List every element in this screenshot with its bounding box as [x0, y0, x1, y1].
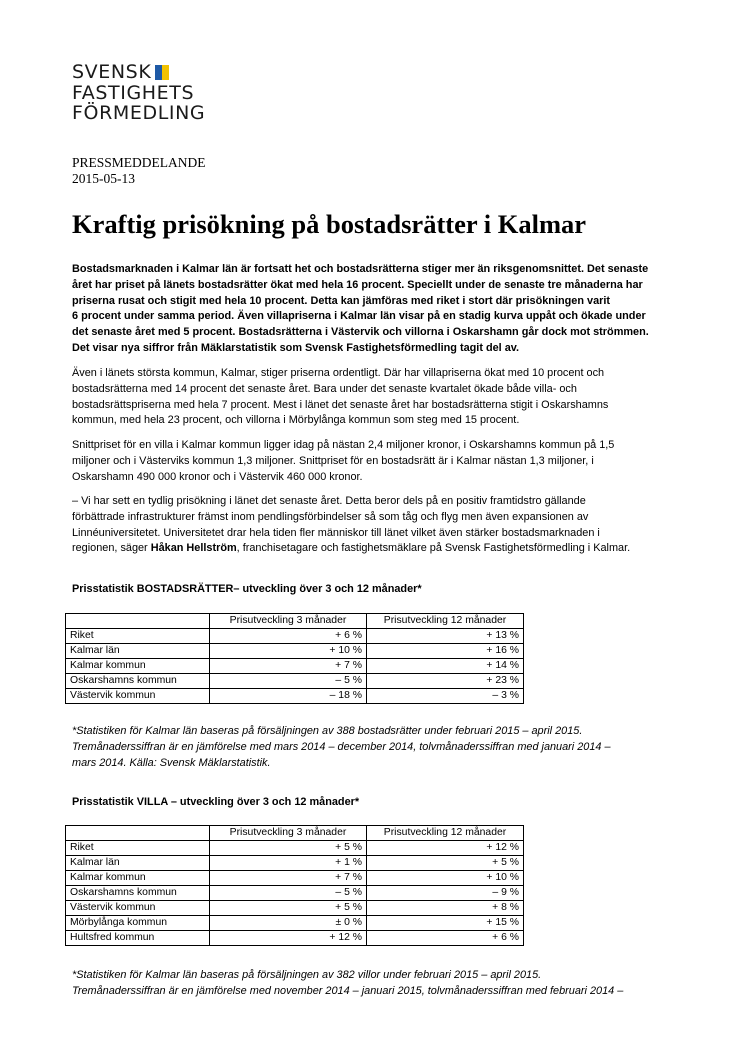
quote-line-start: regionen, säger [72, 542, 151, 555]
lead-line: Bostadsmarknaden i Kalmar län är fortsatt het och bostadsrätterna stiger mer än riksgenomsnittet. Det senaste [72, 263, 649, 275]
note-line: *Statistiken för Kalmar län baseras på försäljningen av 388 bostadsrätter under februari 2015 – april 2015. [72, 725, 583, 737]
lead-line: Det visar nya siffror från Mäklarstatistik som Svensk Fastighetsförmedling tagit del av. [72, 341, 520, 354]
note-line: *Statistiken för Kalmar län baseras på försäljningen av 382 villor under februari 2015 – april 2015. [72, 969, 542, 981]
lead-line: året har priset på länets bostadsrätter ökat med hela 16 procent. Speciellt under de senaste tre månaderna har [72, 278, 643, 291]
column-header: Prisutveckling 3 månader [210, 826, 367, 841]
value-cell: + 15 % [367, 916, 524, 931]
lead-line: det senaste året med 5 procent. Bostadsrätterna i Västervik och villorna i Oskarshamn går dock mot strömmen. [72, 326, 649, 339]
value-cell: + 16 % [367, 644, 524, 659]
table-row [66, 689, 524, 704]
row-label-cell: Hultsfred kommun [66, 931, 210, 946]
quote-person-name: Håkan Hellström [150, 542, 237, 555]
table-bostadsratter-heading: Prisstatistik BOSTADSRÄTTER– utveckling över 3 och 12 månader* [72, 583, 422, 595]
row-label-cell: Kalmar län [66, 856, 210, 871]
table-row [66, 856, 524, 871]
row-label-cell: Oskarshamns kommun [66, 886, 210, 901]
table-row [66, 916, 524, 931]
row-label-cell: Riket [66, 841, 210, 856]
row-label-cell: Mörbylånga kommun [66, 916, 210, 931]
table-row [66, 629, 524, 644]
value-cell: + 6 % [367, 931, 524, 946]
quote-paragraph [72, 494, 687, 557]
paragraph-line: kommun, med hela 23 procent, och villorna i Mörbylånga kommun som steg med 15 procent. [72, 414, 520, 427]
value-cell: + 13 % [367, 629, 524, 644]
logo-line-3: FÖRMEDLING [72, 102, 206, 124]
row-label-cell: Riket [66, 629, 210, 644]
body-paragraph-2 [72, 438, 687, 485]
value-cell: + 10 % [210, 644, 367, 659]
value-cell: ± 0 % [210, 916, 367, 931]
table-villa-heading: Prisstatistik VILLA – utveckling över 3 och 12 månader* [72, 796, 360, 808]
column-header [66, 614, 210, 629]
table-row [66, 659, 524, 674]
logo-line-1 [72, 62, 205, 83]
swedish-flag-icon [155, 65, 169, 80]
paragraph-line: bostadsrättspriserna med hela 7 procent. Mest i länet det senaste året har bostadsrätterna stigit i Oskarshamns [72, 398, 609, 411]
table-villa-note [72, 968, 623, 1000]
value-cell: – 5 % [210, 886, 367, 901]
paragraph-line: Snittpriset för en villa i Kalmar kommun ligger idag på nästan 2,4 miljoner kronor, i Oskarshamns kommun på 1,5 [72, 439, 615, 451]
table-header-row [66, 826, 524, 841]
table-header-row [66, 614, 524, 629]
note-line: Tremånaderssiffran är en jämförelse med mars 2014 – december 2014, tolvmånaderssiffran med januari 2014 – [72, 740, 611, 753]
value-cell: + 5 % [210, 841, 367, 856]
lead-line: priserna rusat och stigit med hela 10 procent. Detta kan jämföras med riket i stort där prisökningen varit [72, 294, 611, 307]
paragraph-line: Linnéuniversitetet. Universitetet drar hela tiden fler människor till länet vilket även stärker bostadsmarknaden i [72, 526, 600, 539]
value-cell: + 23 % [367, 674, 524, 689]
press-meta [72, 155, 206, 187]
note-line: Tremånaderssiffran är en jämförelse med november 2014 – januari 2015, tolvmånaderssiffran med februari 2014 – [72, 984, 624, 997]
row-label-cell: Kalmar län [66, 644, 210, 659]
value-cell: + 6 % [210, 629, 367, 644]
row-label-cell: Kalmar kommun [66, 659, 210, 674]
page-title: Kraftig prisökning på bostadsrätter i Kalmar [72, 209, 587, 239]
value-cell: + 10 % [367, 871, 524, 886]
value-cell: + 12 % [367, 841, 524, 856]
table-row [66, 931, 524, 946]
value-cell: + 12 % [210, 931, 367, 946]
lead-line: 6 procent under samma period. Även villapriserna i Kalmar län visar på en stadig kurva uppåt och ökade under [72, 310, 646, 323]
company-logo [72, 62, 205, 124]
table-bostadsratter-note [72, 724, 611, 771]
table-row [66, 901, 524, 916]
table-row [66, 644, 524, 659]
logo-text-svensk: SVENSK [72, 61, 152, 83]
flag-blue-stripe [155, 65, 162, 80]
flag-yellow-stripe [162, 65, 169, 80]
value-cell: + 7 % [210, 871, 367, 886]
paragraph-line: – Vi har sett en tydlig prisökning i länet det senaste året. Detta beror dels på en positiv framtidstro gällande [72, 495, 586, 507]
value-cell: – 3 % [367, 689, 524, 704]
row-label-cell: Oskarshamns kommun [66, 674, 210, 689]
column-header [66, 826, 210, 841]
value-cell: + 14 % [367, 659, 524, 674]
note-line: mars 2014. Källa: Svensk Mäklarstatistik. [72, 756, 271, 769]
value-cell: – 5 % [210, 674, 367, 689]
column-header: Prisutveckling 12 månader [367, 826, 524, 841]
column-header: Prisutveckling 12 månader [367, 614, 524, 629]
table-bostadsratter [65, 613, 524, 704]
publish-date: 2015-05-13 [72, 171, 135, 186]
lead-paragraph [72, 262, 687, 357]
table-row [66, 674, 524, 689]
value-cell: + 5 % [210, 901, 367, 916]
value-cell: + 7 % [210, 659, 367, 674]
row-label-cell: Kalmar kommun [66, 871, 210, 886]
table-row [66, 841, 524, 856]
value-cell: + 5 % [367, 856, 524, 871]
paragraph-line: förbättrade infrastrukturer främst inom pendlingsförbindelser så som tåg och flyg men även expansionen av [72, 510, 589, 523]
value-cell: + 8 % [367, 901, 524, 916]
body-paragraph-1 [72, 366, 687, 429]
quote-line-end: , franchisetagare och fastighetsmäklare på Svensk Fastighetsförmedling i Kalmar. [236, 542, 631, 555]
table-row [66, 871, 524, 886]
paragraph-line: Även i länets största kommun, Kalmar, stiger priserna ordentligt. Där har villapriserna ökat med 10 procent och [72, 367, 605, 379]
value-cell: – 9 % [367, 886, 524, 901]
table-villa [65, 825, 524, 946]
document-type: PRESSMEDDELANDE [72, 155, 206, 170]
row-label-cell: Västervik kommun [66, 901, 210, 916]
paragraph-line: Oskarshamn 490 000 kronor och i Västervik 460 000 kronor. [72, 470, 363, 483]
row-label-cell: Västervik kommun [66, 689, 210, 704]
paragraph-line [72, 541, 687, 557]
value-cell: – 18 % [210, 689, 367, 704]
column-header: Prisutveckling 3 månader [210, 614, 367, 629]
table-row [66, 886, 524, 901]
value-cell: + 1 % [210, 856, 367, 871]
logo-line-2: FASTIGHETS [72, 81, 195, 104]
paragraph-line: miljoner och i Västerviks kommun 1,3 miljoner. Snittpriset för en bostadsrätt är i Kalmar nästan 1,3 miljoner, i [72, 454, 594, 467]
paragraph-line: bostadsrätterna med 14 procent det senaste året. Bara under det senaste kvartalet ökade både villa- och [72, 382, 577, 395]
